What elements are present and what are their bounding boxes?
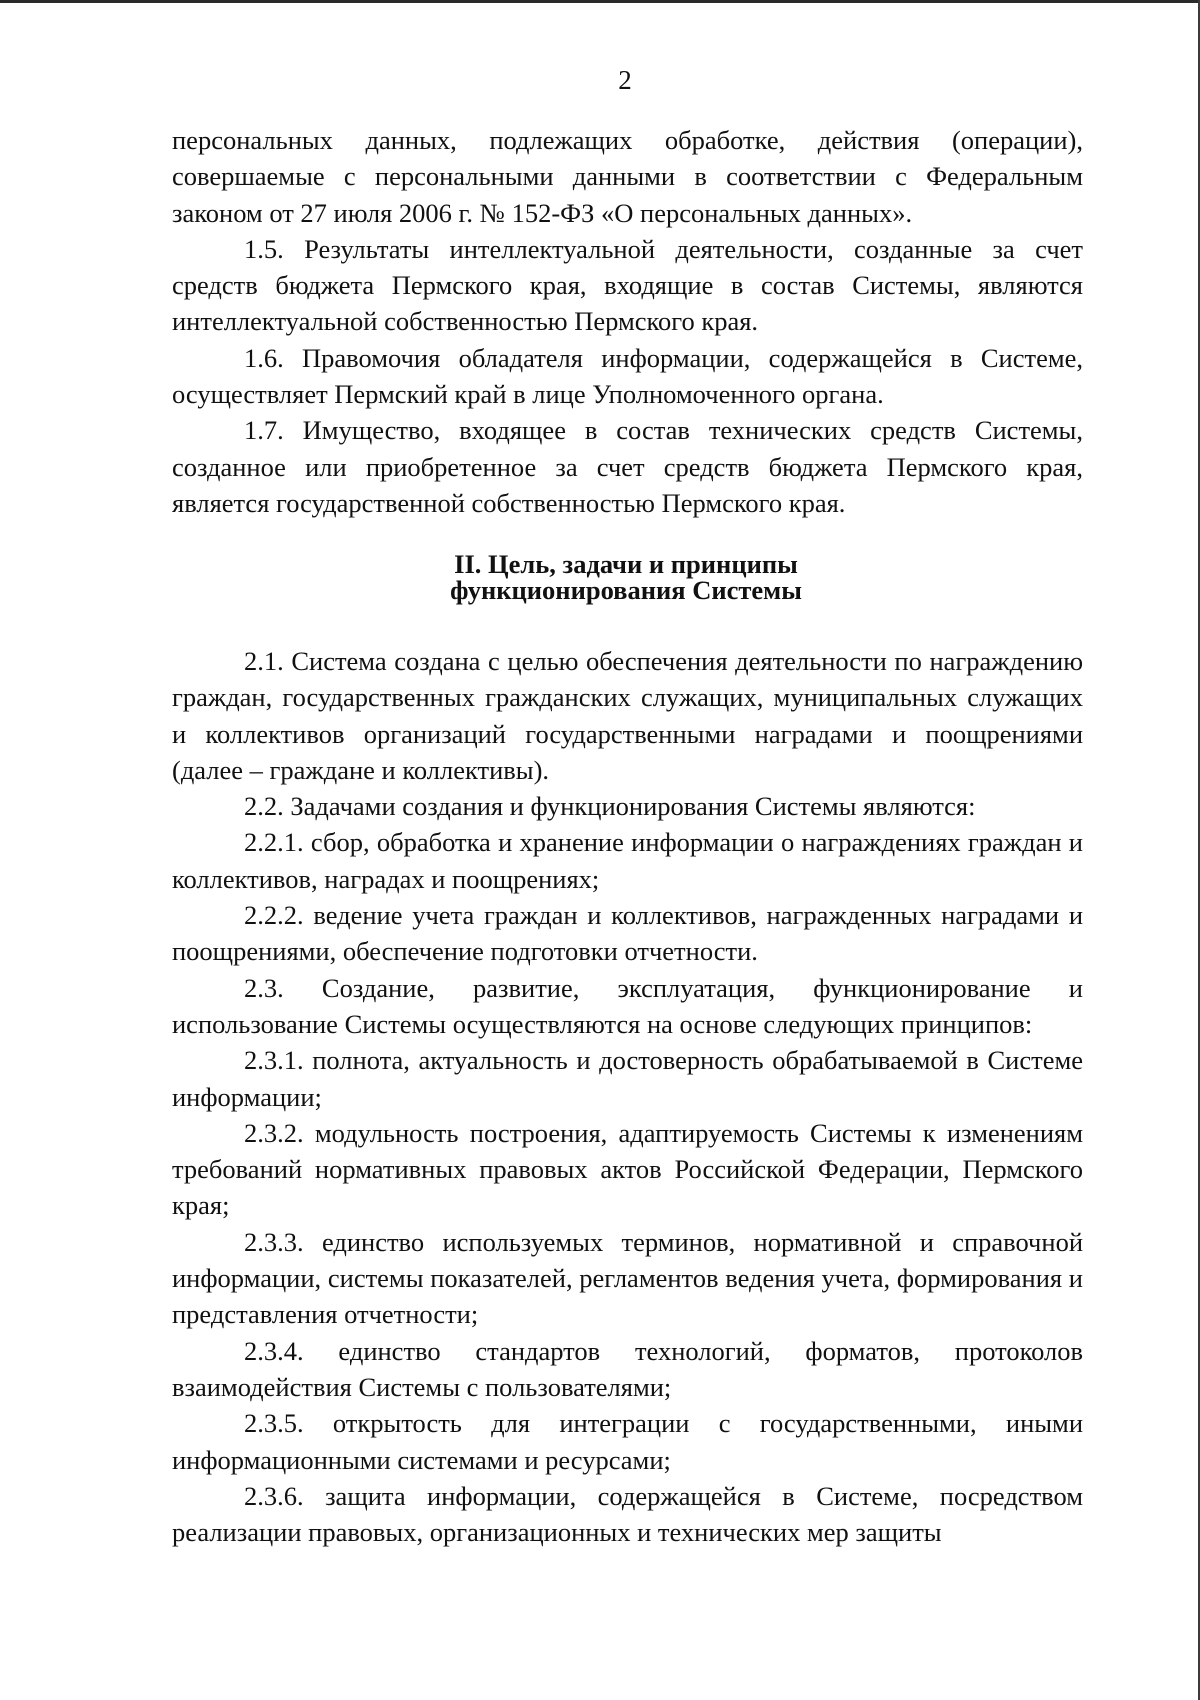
paragraph-2-2-1: 2.2.1. сбор, обработка и хранение информации о награждениях граждан и коллективов, наградах и поощрениях; <box>172 827 1083 894</box>
paragraph-continuation: персональных данных, подлежащих обработке, действия (операции), совершаемые с персональными данными в соответствии с Федеральным законом от 27 июля 2006 г. № 152-ФЗ «О персональных данных». <box>172 125 1083 228</box>
paragraph-2-1: 2.1. Система создана с целью обеспечения деятельности по награждению граждан, государственных гражданских служащих, муниципальных служащих и коллективов организаций государственными наградами и поощрениями (далее – граждане и коллективы). <box>172 646 1083 785</box>
paragraph-2-3-1: 2.3.1. полнота, актуальность и достоверность обрабатываемой в Системе информации; <box>172 1045 1083 1112</box>
section-2-text <box>172 643 1083 1550</box>
paragraph-2-3-3: 2.3.3. единство используемых терминов, нормативной и справочной информации, системы показателей, регламентов ведения учета, формирования и представления отчетности; <box>172 1226 1083 1330</box>
paragraph-2-2-2: 2.2.2. ведение учета граждан и коллективов, награжденных наградами и поощрениями, обеспечение подготовки отчетности. <box>172 900 1083 967</box>
paragraph-1-6: 1.6. Правомочия обладателя информации, содержащейся в Системе, осуществляет Пермский край в лице Уполномоченного органа. <box>172 342 1083 410</box>
page-number: 2 <box>618 65 632 95</box>
paragraph-2-3-5: 2.3.5. открытость для интеграции с государственными, иными информационными системами и ресурсами; <box>172 1408 1083 1475</box>
paragraph-2-3-6: 2.3.6. защита информации, содержащейся в Системе, посредством реализации правовых, организационных и технических мер защиты <box>172 1480 1083 1548</box>
paragraph-2-2: 2.2. Задачами создания и функционирования Системы являются: <box>244 791 976 822</box>
paragraph-1-5: 1.5. Результаты интеллектуальной деятельности, созданные за счет средств бюджета Пермского края, входящие в состав Системы, являются интеллектуальной собственностью Пермского края. <box>172 233 1083 337</box>
paragraph-2-3-2: 2.3.2. модульность построения, адаптируемость Системы к изменениям требований нормативных правовых актов Российской Федерации, Пермского края; <box>172 1117 1083 1221</box>
scan-edge-top <box>0 0 1200 3</box>
section-2-heading-line-1: II. Цель, задачи и принципы <box>454 549 798 579</box>
section-2-heading <box>0 551 1200 603</box>
section-1-text <box>172 122 1083 521</box>
paragraph-2-3-4: 2.3.4. единство стандартов технологий, форматов, протоколов взаимодействия Системы с пользователями; <box>172 1335 1083 1402</box>
paragraph-2-3: 2.3. Создание, развитие, эксплуатация, функционирование и использование Системы осуществляются на основе следующих принципов: <box>172 972 1083 1039</box>
section-2-heading-line-2: функционирования Системы <box>450 575 802 605</box>
paragraph-1-7: 1.7. Имущество, входящее в состав технических средств Системы, созданное или приобретенное за счет средств бюджета Пермского края, является государственной собственностью Пермского края. <box>172 415 1083 518</box>
